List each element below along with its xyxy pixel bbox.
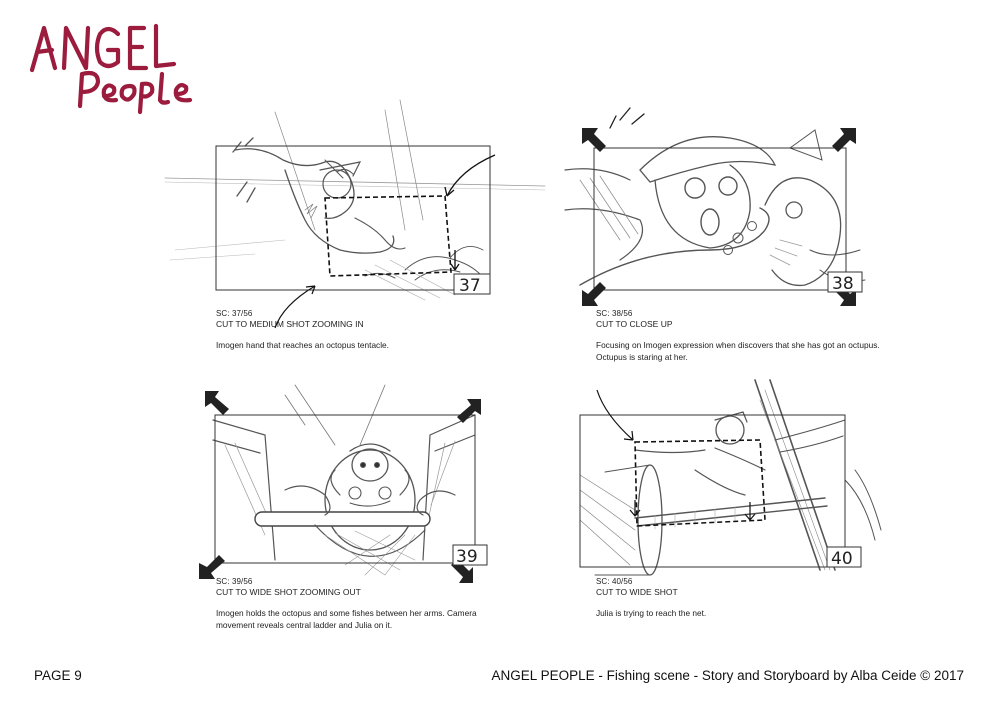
shot-title: CUT TO WIDE SHOT ZOOMING OUT bbox=[216, 587, 361, 597]
storyboard-panel-37 bbox=[165, 100, 545, 305]
sketch-39 bbox=[185, 385, 505, 585]
sketch-40 bbox=[575, 380, 885, 575]
shot-title: CUT TO MEDIUM SHOT ZOOMING IN bbox=[216, 319, 364, 329]
caption-40 bbox=[596, 576, 886, 619]
page-number: PAGE 9 bbox=[34, 668, 82, 683]
angel-people-logo bbox=[28, 18, 203, 113]
shot-description: Imogen holds the octopus and some fishes between her arms. Camera movement reveals central ladder and Julia on it. bbox=[216, 608, 477, 630]
panel-number-40: 40 bbox=[831, 549, 853, 569]
shot-title: CUT TO WIDE SHOT bbox=[596, 587, 678, 597]
scene-count: SC: 38/56 bbox=[596, 309, 633, 318]
panel-number-38: 38 bbox=[832, 274, 854, 294]
sketch-37 bbox=[165, 100, 545, 305]
sketch-38 bbox=[560, 110, 870, 305]
footer-credit: ANGEL PEOPLE - Fishing scene - Story and Storyboard by Alba Ceide © 2017 bbox=[491, 668, 964, 683]
caption-39 bbox=[216, 576, 506, 631]
storyboard-panel-39 bbox=[185, 385, 505, 585]
caption-37 bbox=[216, 308, 536, 351]
storyboard-panel-40 bbox=[575, 380, 885, 575]
shot-description: Julia is trying to reach the net. bbox=[596, 608, 707, 618]
storyboard-panel-38 bbox=[560, 110, 870, 305]
scene-count: SC: 39/56 bbox=[216, 577, 253, 586]
shot-description: Imogen hand that reaches an octopus tentacle. bbox=[216, 340, 389, 350]
panel-number-39: 39 bbox=[456, 547, 478, 567]
caption-38 bbox=[596, 308, 886, 363]
scene-count: SC: 37/56 bbox=[216, 309, 253, 318]
panel-number-37: 37 bbox=[459, 276, 481, 296]
shot-title: CUT TO CLOSE UP bbox=[596, 319, 673, 329]
scene-count: SC: 40/56 bbox=[596, 577, 633, 586]
shot-description: Focusing on Imogen expression when discovers that she has got an octupus. Octupus is staring at her. bbox=[596, 340, 880, 362]
